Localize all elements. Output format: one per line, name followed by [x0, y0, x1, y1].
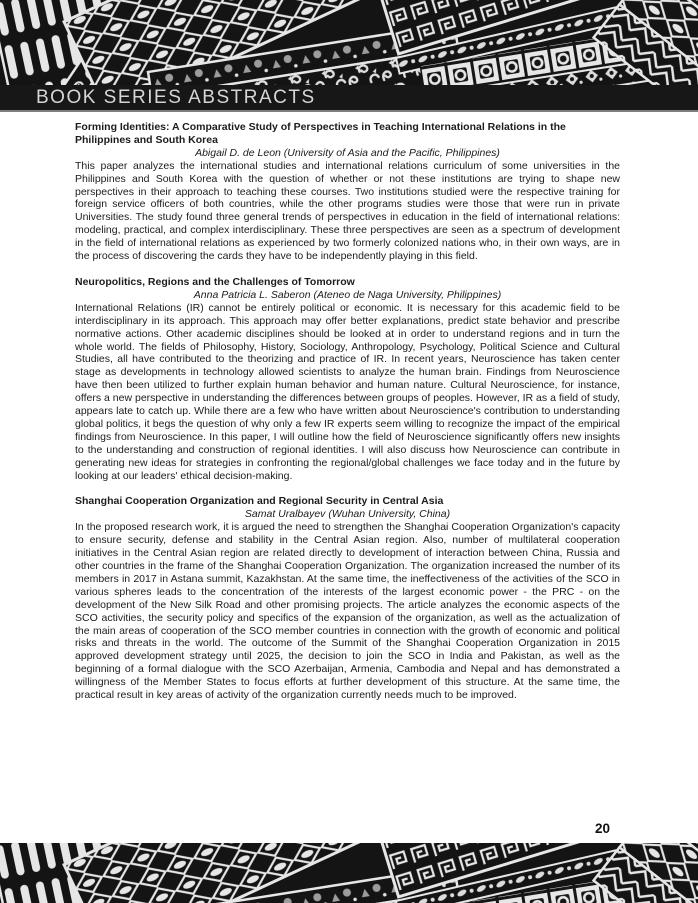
- decorative-border-bottom: [0, 843, 698, 903]
- abstract-entry-2: [75, 276, 620, 483]
- abstract-body: International Relations (IR) cannot be entirely political or economic. It is necessary for this academic field to be interdisciplinary in its approach. This approach may offer better explanations, predict state behavior and prescribe normative actions. Other academic disciplines should be looked at in order to understand regions and in turn the whole world. The fields of Philosophy, History, Sociology, Anthropology, Psychology, Political Science and Cultural Studies, all have contributed to the theorizing and practice of IR. In recent years, Neuroscience has taken center stage as developments in technology allowed scientists to analyze the human brain. Findings from Neuroscience have then been utilized to further explain human behavior and human nature. Cultural Neuroscience, for instance, offers a new perspective in understanding the differences between groups of peoples. However, IR as a field of study, appears late to catch up. While there are a few who have written about Neuroscience's contribution to understanding global politics, it begs the question of why only a few IR experts seem willing to recognize the impact of the empirical findings from Neuroscience. In this paper, I will outline how the field of Neuroscience significantly offers new insights to the understanding and construction of regional identities. I will also discuss how Neuroscience can contribute in generating new ideas for strategies in confronting the regional/global challenges we face today and in the future by looking at our leaders' ethical decision-making.: [75, 301, 620, 482]
- abstract-title: Shanghai Cooperation Organization and Regional Security in Central Asia: [75, 495, 444, 508]
- abstracts-content: [75, 121, 620, 715]
- page-number: 20: [594, 821, 610, 836]
- abstract-author: Abigail D. de Leon (University of Asia and the Pacific, Philippines): [195, 146, 500, 159]
- abstract-body: In the proposed research work, it is argued the need to strengthen the Shanghai Cooperation Organization's capacity to ensure security, defense and stability in the Central Asian region. Also, number of multilateral cooperation initiatives in the Central Asian region are related directly to development of interaction between China, Russia and other countries in the frame of the Shanghai Cooperation Organization. The organization increased the number of its members in 2017 in Astana summit, Kazakhstan. At the same time, the ineffectiveness of the activities of the SCO in various spheres leads to the concentration of the interests of the largest economic power - the PRC - on the development of the New Silk Road and other promising projects. The article analyzes the economic aspects of the SCO activities, the security policy and specifics of the expansion of the organization, as well as the actualization of the main areas of cooperation of the SCO member countries in connection with the growth of economic and political risks and threats in the world. The outcome of the Summit of the Shanghai Cooperation Organization in 2015 approved development strategy until 2025, the decision to join the SCO in India and Pakistan, as well as the beginning of a formal dialogue with the SCO Azerbaijan, Armenia, Cambodia and Nepal and has demonstrated a willingness of the Member States to focus efforts at further development of this structure. At the same time, the practical result in key areas of activity of the organization currently needs much to be improved.: [75, 521, 620, 702]
- abstract-entry-3: [75, 495, 620, 702]
- section-title: BOOK SERIES ABSTRACTS: [36, 86, 316, 108]
- section-header-bar: [0, 85, 698, 112]
- tribal-pattern-bottom: [0, 843, 698, 903]
- abstract-entry-1: [75, 121, 620, 263]
- tribal-pattern-top: [0, 0, 698, 85]
- abstract-author: Anna Patricia L. Saberon (Ateneo de Naga University, Philippines): [193, 288, 502, 301]
- decorative-border-top: [0, 0, 698, 85]
- abstract-title: Forming Identities: A Comparative Study of Perspectives in Teaching International Relations in the Philippines and South Korea: [75, 121, 566, 146]
- abstract-author: Samat Uralbayev (Wuhan University, China): [244, 508, 451, 521]
- abstract-title: Neuropolitics, Regions and the Challenges of Tomorrow: [75, 275, 355, 288]
- abstract-body: This paper analyzes the international studies and international relations curriculum of some universities in the Philippines and South Korea with the question of whether or not these institutions are trying to shape new perspectives in their approach to teaching these courses. Two institutions studied were the respective training for foreign service officers of both countries, while the other programs studies were those that were run in private Universities. The study found three general trends of perspectives in education in the field of international relations: modeling, practical, and complex interdisciplinary. These three perspectives are seen as a spectrum of development in the field of international relations as experienced by two formerly colonized nations who, in their own ways, are in the process of discovering the cards they have to be independently playing in this field.: [75, 159, 620, 263]
